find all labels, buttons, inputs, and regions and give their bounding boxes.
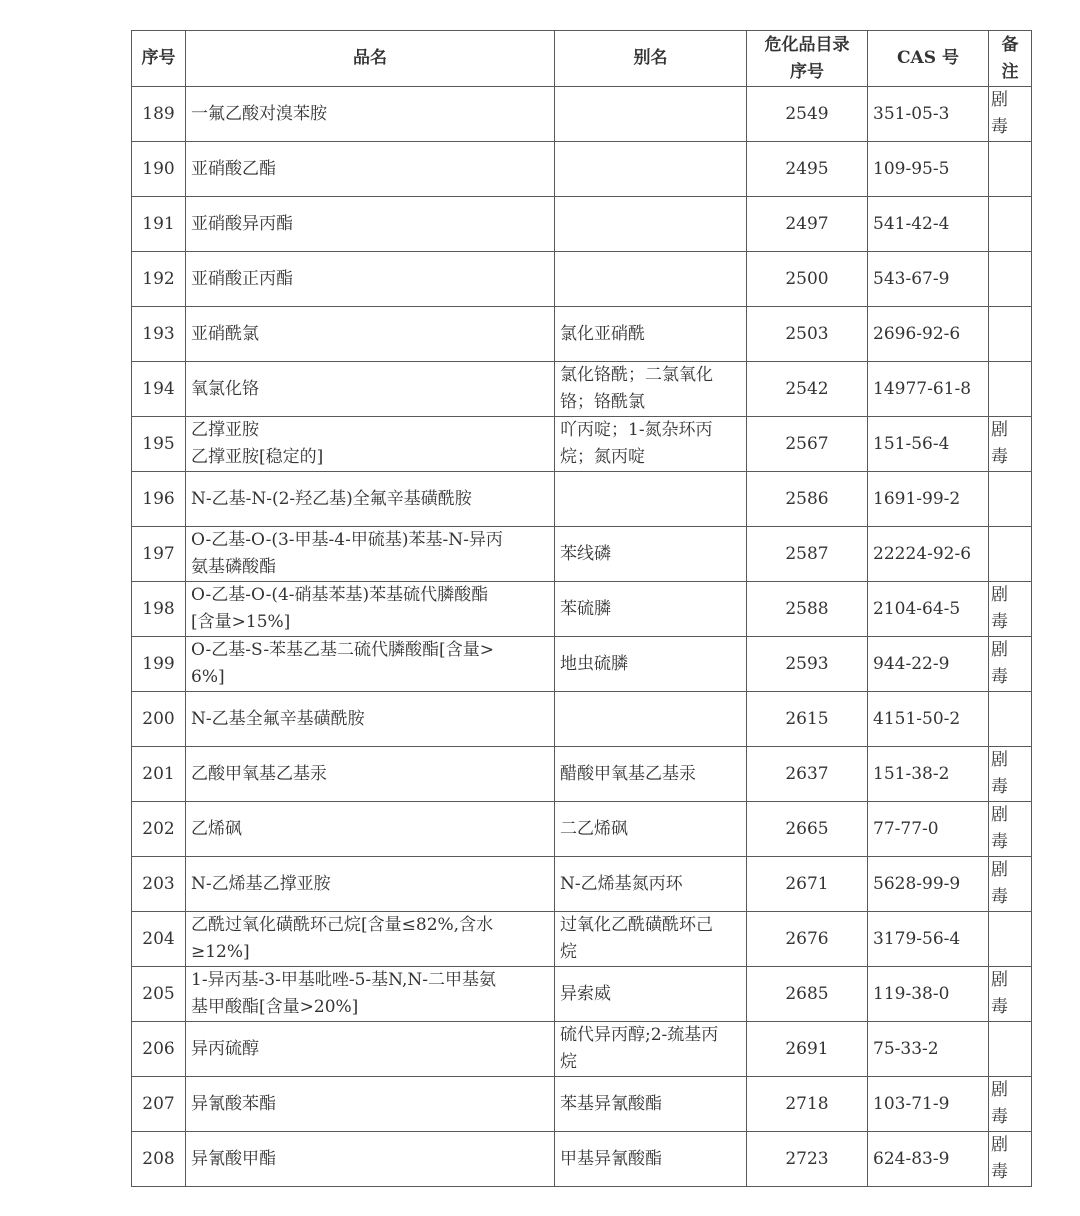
cell-alias (555, 142, 747, 197)
cell-alias (555, 197, 747, 252)
table-row (132, 912, 1032, 967)
cell-seq: 196 (132, 472, 186, 527)
cell-cas: 2104-64-5 (868, 582, 989, 637)
cell-seq: 190 (132, 142, 186, 197)
cell-seq: 208 (132, 1132, 186, 1187)
cell-name-line: 氧氯化铬 (191, 378, 259, 399)
cell-name (186, 142, 555, 197)
cell-name-line: 乙撑亚胺[稳定的] (191, 447, 324, 467)
cell-seq: 197 (132, 527, 186, 582)
cell-directory-number: 2495 (747, 142, 868, 197)
cell-directory-number: 2542 (747, 362, 868, 417)
cell-name (186, 637, 555, 692)
cell-seq: 192 (132, 252, 186, 307)
cell-seq: 189 (132, 87, 186, 142)
header-seq: 序号 (132, 31, 186, 87)
cell-name (186, 1022, 555, 1077)
cell-alias (555, 692, 747, 747)
cell-note (989, 582, 1032, 637)
cell-seq: 201 (132, 747, 186, 802)
cell-alias (555, 1132, 747, 1187)
table-row (132, 142, 1032, 197)
cell-note (989, 362, 1032, 417)
header-directory-number (747, 31, 868, 87)
cell-note (989, 802, 1032, 857)
cell-cas: 103-71-9 (868, 1077, 989, 1132)
cell-alias (555, 747, 747, 802)
cell-name-line: ≥12%] (191, 942, 250, 962)
cell-name-line: 氨基磷酸酯 (191, 557, 276, 577)
cell-name (186, 87, 555, 142)
cell-cas: 541-42-4 (868, 197, 989, 252)
cell-seq: 195 (132, 417, 186, 472)
cell-name-line: N-乙基-N-(2-羟乙基)全氟辛基磺酰胺 (191, 488, 472, 509)
cell-alias (555, 1022, 747, 1077)
cell-note (989, 967, 1032, 1022)
cell-note-line: 毒 (991, 997, 1008, 1017)
cell-name (186, 912, 555, 967)
cell-name-line: N-乙烯基乙撑亚胺 (191, 873, 331, 894)
cell-cas: 75-33-2 (868, 1022, 989, 1077)
cell-directory-number: 2665 (747, 802, 868, 857)
cell-note-line: 毒 (991, 667, 1008, 687)
cell-cas: 151-38-2 (868, 747, 989, 802)
cell-alias-line: 甲基异氰酸酯 (560, 1148, 662, 1169)
cell-note (989, 912, 1032, 967)
cell-alias (555, 362, 747, 417)
cell-alias-line: 氯化铬酰；二氯氧化 (560, 365, 713, 385)
cell-note (989, 747, 1032, 802)
cell-note-line: 毒 (991, 117, 1008, 137)
cell-name-line: 基甲酸酯[含量>20%] (191, 997, 359, 1017)
cell-name-line: 异氰酸苯酯 (191, 1093, 276, 1114)
table-row (132, 637, 1032, 692)
cell-seq: 203 (132, 857, 186, 912)
cell-name-line: O-乙基-O-(4-硝基苯基)苯基硫代膦酸酯 (191, 585, 489, 605)
table-row (132, 417, 1032, 472)
cell-name (186, 692, 555, 747)
cell-note (989, 472, 1032, 527)
cell-seq: 199 (132, 637, 186, 692)
cell-note-line: 剧 (991, 640, 1008, 660)
table-row (132, 87, 1032, 142)
cell-directory-number: 2567 (747, 417, 868, 472)
cell-name-line: 乙酰过氧化磺酰环己烷[含量≤82%,含水 (191, 915, 494, 935)
cell-name (186, 857, 555, 912)
cell-note-line: 毒 (991, 1107, 1008, 1127)
cell-note (989, 417, 1032, 472)
cell-name (186, 1077, 555, 1132)
cell-cas: 2696-92-6 (868, 307, 989, 362)
cell-alias (555, 637, 747, 692)
cell-name (186, 197, 555, 252)
table-row (132, 857, 1032, 912)
cell-note-line: 剧 (991, 805, 1008, 825)
table-row (132, 527, 1032, 582)
cell-seq: 198 (132, 582, 186, 637)
cell-cas: 4151-50-2 (868, 692, 989, 747)
cell-name-line: O-乙基-O-(3-甲基-4-甲硫基)苯基-N-异丙 (191, 530, 503, 550)
cell-alias-line: 醋酸甲氧基乙基汞 (560, 763, 696, 784)
cell-name-line: 6%] (191, 667, 225, 687)
cell-seq: 200 (132, 692, 186, 747)
cell-name-line: 异丙硫醇 (191, 1038, 259, 1059)
cell-note (989, 1022, 1032, 1077)
cell-name (186, 582, 555, 637)
cell-cas: 5628-99-9 (868, 857, 989, 912)
cell-alias-line: 铬；铬酰氯 (560, 392, 645, 412)
cell-note (989, 87, 1032, 142)
cell-alias (555, 527, 747, 582)
table-body (132, 87, 1032, 1187)
table-row (132, 1132, 1032, 1187)
cell-directory-number: 2671 (747, 857, 868, 912)
cell-name-line: 乙烯砜 (191, 818, 242, 839)
table-row (132, 582, 1032, 637)
cell-directory-number: 2718 (747, 1077, 868, 1132)
table-row (132, 802, 1032, 857)
cell-name-line: N-乙基全氟辛基磺酰胺 (191, 708, 365, 729)
cell-name (186, 362, 555, 417)
cell-cas: 151-56-4 (868, 417, 989, 472)
cell-alias-line: 苯硫膦 (560, 598, 611, 619)
cell-directory-number: 2500 (747, 252, 868, 307)
cell-directory-number: 2676 (747, 912, 868, 967)
table-row (132, 252, 1032, 307)
table-row (132, 472, 1032, 527)
cell-alias (555, 582, 747, 637)
cell-name-line: 乙撑亚胺 (191, 420, 259, 440)
cell-note-line: 剧 (991, 420, 1008, 440)
table-row (132, 967, 1032, 1022)
header-alias: 别名 (555, 31, 747, 87)
cell-seq: 202 (132, 802, 186, 857)
table-row (132, 197, 1032, 252)
table-row (132, 1077, 1032, 1132)
cell-note (989, 197, 1032, 252)
cell-note-line: 毒 (991, 832, 1008, 852)
cell-note (989, 1132, 1032, 1187)
cell-alias (555, 417, 747, 472)
cell-directory-number: 2615 (747, 692, 868, 747)
cell-note (989, 527, 1032, 582)
cell-cas: 119-38-0 (868, 967, 989, 1022)
cell-note (989, 142, 1032, 197)
cell-name-line: [含量>15%] (191, 612, 291, 632)
header-directory-line1: 危化品目录 (764, 34, 850, 55)
cell-note-line: 剧 (991, 970, 1008, 990)
cell-seq: 204 (132, 912, 186, 967)
cell-note-line: 剧 (991, 750, 1008, 770)
cell-note-line: 毒 (991, 777, 1008, 797)
table-row (132, 692, 1032, 747)
header-cas: CAS 号 (868, 31, 989, 87)
cell-cas: 109-95-5 (868, 142, 989, 197)
cell-directory-number: 2587 (747, 527, 868, 582)
cell-alias-line: 异索威 (560, 983, 611, 1004)
cell-note (989, 307, 1032, 362)
cell-note-line: 剧 (991, 1135, 1008, 1155)
cell-name-line: 1-异丙基-3-甲基吡唑-5-基N,N-二甲基氨 (191, 970, 496, 990)
cell-cas: 1691-99-2 (868, 472, 989, 527)
cell-directory-number: 2723 (747, 1132, 868, 1187)
cell-note-line: 剧 (991, 585, 1008, 605)
cell-name-line: 亚硝酸正丙酯 (191, 268, 293, 289)
cell-name (186, 527, 555, 582)
cell-name-line: 亚硝酸乙酯 (191, 158, 276, 179)
cell-alias-line: 氯化亚硝酰 (560, 323, 645, 344)
cell-note (989, 252, 1032, 307)
cell-directory-number: 2497 (747, 197, 868, 252)
cell-cas: 944-22-9 (868, 637, 989, 692)
cell-directory-number: 2637 (747, 747, 868, 802)
cell-name-line: 异氰酸甲酯 (191, 1148, 276, 1169)
cell-alias-line: 苯线磷 (560, 543, 611, 564)
header-row (132, 31, 1032, 87)
cell-alias-line: N-乙烯基氮丙环 (560, 873, 683, 894)
cell-alias-line: 过氧化乙酰磺酰环己 (560, 915, 713, 935)
cell-alias (555, 802, 747, 857)
header-name: 品名 (186, 31, 555, 87)
cell-note (989, 857, 1032, 912)
cell-directory-number: 2586 (747, 472, 868, 527)
cell-directory-number: 2588 (747, 582, 868, 637)
cell-alias (555, 912, 747, 967)
cell-note-line: 毒 (991, 1162, 1008, 1182)
cell-directory-number: 2593 (747, 637, 868, 692)
cell-note-line: 毒 (991, 887, 1008, 907)
cell-alias (555, 307, 747, 362)
cell-seq: 191 (132, 197, 186, 252)
cell-alias-line: 烷 (560, 1052, 577, 1072)
table-row (132, 307, 1032, 362)
cell-note-line: 毒 (991, 447, 1008, 467)
cell-note-line: 剧 (991, 90, 1008, 110)
cell-note (989, 637, 1032, 692)
cell-name (186, 252, 555, 307)
cell-directory-number: 2503 (747, 307, 868, 362)
cell-directory-number: 2691 (747, 1022, 868, 1077)
cell-name (186, 747, 555, 802)
header-note (989, 31, 1032, 87)
table-row (132, 362, 1032, 417)
cell-cas: 543-67-9 (868, 252, 989, 307)
cell-alias-line: 地虫硫膦 (560, 653, 628, 674)
cell-name-line: O-乙基-S-苯基乙基二硫代膦酸酯[含量> (191, 640, 494, 660)
cell-alias (555, 472, 747, 527)
cell-seq: 193 (132, 307, 186, 362)
cell-alias-line: 苯基异氰酸酯 (560, 1093, 662, 1114)
cell-name (186, 472, 555, 527)
cell-name (186, 1132, 555, 1187)
cell-note-line: 毒 (991, 612, 1008, 632)
cell-alias (555, 252, 747, 307)
cell-seq: 205 (132, 967, 186, 1022)
cell-name (186, 967, 555, 1022)
chemicals-table (131, 30, 1032, 1187)
header-directory-line2: 序号 (790, 61, 824, 82)
cell-alias-line: 烷；氮丙啶 (560, 447, 645, 467)
cell-alias-line: 二乙烯砜 (560, 818, 628, 839)
cell-seq: 194 (132, 362, 186, 417)
table-row (132, 747, 1032, 802)
cell-alias-line: 吖丙啶；1-氮杂环丙 (560, 420, 713, 440)
cell-name-line: 乙酸甲氧基乙基汞 (191, 763, 327, 784)
cell-name-line: 亚硝酸异丙酯 (191, 213, 293, 234)
cell-note (989, 1077, 1032, 1132)
cell-cas: 351-05-3 (868, 87, 989, 142)
cell-cas: 22224-92-6 (868, 527, 989, 582)
cell-name (186, 307, 555, 362)
cell-name-line: 一氟乙酸对溴苯胺 (191, 103, 327, 124)
cell-seq: 207 (132, 1077, 186, 1132)
header-note-line2: 注 (1001, 61, 1019, 82)
cell-alias (555, 967, 747, 1022)
cell-cas: 77-77-0 (868, 802, 989, 857)
cell-alias (555, 87, 747, 142)
cell-alias-line: 烷 (560, 942, 577, 962)
cell-name-line: 亚硝酰氯 (191, 323, 259, 344)
cell-directory-number: 2549 (747, 87, 868, 142)
header-note-line1: 备 (1001, 34, 1019, 55)
cell-cas: 14977-61-8 (868, 362, 989, 417)
cell-note (989, 692, 1032, 747)
cell-name (186, 802, 555, 857)
cell-note-line: 剧 (991, 860, 1008, 880)
cell-seq: 206 (132, 1022, 186, 1077)
cell-name (186, 417, 555, 472)
cell-directory-number: 2685 (747, 967, 868, 1022)
cell-note-line: 剧 (991, 1080, 1008, 1100)
table-row (132, 1022, 1032, 1077)
cell-cas: 3179-56-4 (868, 912, 989, 967)
cell-alias (555, 1077, 747, 1132)
cell-alias (555, 857, 747, 912)
cell-alias-line: 硫代异丙醇;2-巯基丙 (560, 1025, 719, 1045)
cell-cas: 624-83-9 (868, 1132, 989, 1187)
